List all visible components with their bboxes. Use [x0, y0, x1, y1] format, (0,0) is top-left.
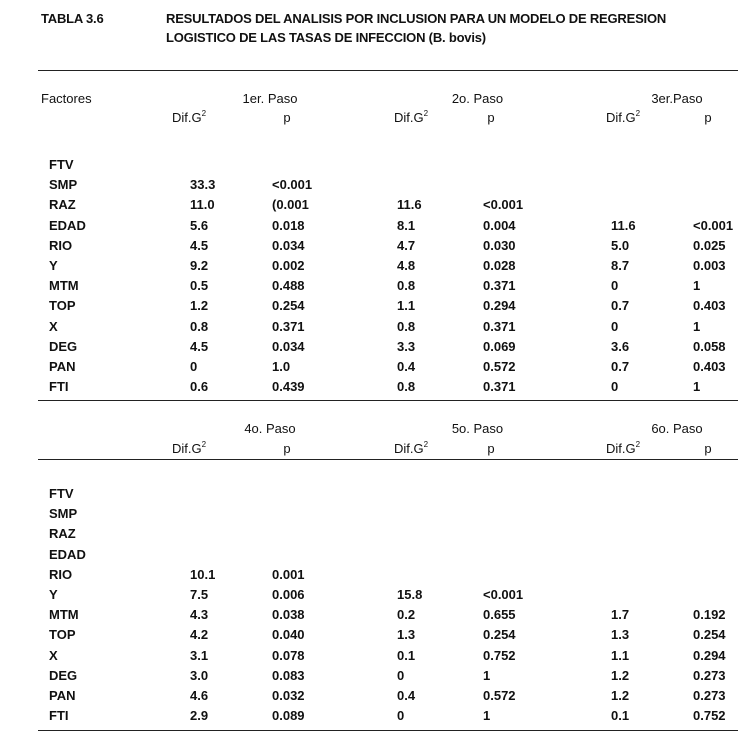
factor-label: FTI — [49, 708, 69, 724]
factor-label: MTM — [49, 607, 79, 623]
dif-g-superscript: 2 — [423, 109, 429, 118]
dif-g2-value: 3.1 — [190, 647, 209, 663]
dif-g-superscript: 2 — [423, 440, 429, 449]
dif-g2-value: 15.8 — [397, 587, 423, 602]
dif-g2-value: 0.8 — [397, 278, 416, 294]
p-value: 0.089 — [272, 708, 305, 724]
dif-g-superscript: 2 — [201, 440, 207, 449]
dif-g2-value: 4.5 — [190, 237, 209, 253]
dif-g2-value: 11.6 — [397, 197, 422, 213]
p-value: 0.040 — [272, 627, 305, 643]
p-value: 0.254 — [693, 627, 726, 643]
factor-label: DEG — [49, 667, 78, 683]
dif-g2-value: 8.7 — [611, 258, 630, 273]
factor-label: DEG — [49, 338, 78, 354]
step-header: 5o. Paso — [451, 421, 504, 436]
factor-label: PAN — [49, 359, 76, 374]
table-title-line1: RESULTADOS DEL ANALISIS POR INCLUSION PARA UN MODELO DE REGRESION — [166, 11, 667, 26]
factors-header: Factores — [41, 91, 92, 106]
factor-label: EDAD — [49, 546, 86, 562]
p-value: (0.001 — [272, 197, 309, 213]
factor-label: EDAD — [49, 217, 86, 233]
factor-label: SMP — [49, 506, 78, 522]
dif-g2-value: 0.2 — [397, 607, 416, 623]
dif-g2-value: 0.7 — [611, 298, 630, 314]
dif-g2-value: 10.1 — [190, 566, 216, 582]
factor-label: RIO — [49, 237, 73, 253]
p-value: 0.030 — [483, 237, 516, 253]
dif-g2-value: 0.4 — [397, 359, 416, 374]
factor-label: MTM — [49, 278, 79, 294]
p-value: 0.006 — [272, 587, 305, 602]
step-header: 6o. Paso — [651, 421, 703, 436]
dif-g2-value: 4.3 — [190, 607, 209, 623]
p-value: 1.0 — [272, 359, 291, 374]
factor-label: FTV — [49, 157, 74, 172]
dif-g2-value: 0 — [611, 379, 619, 395]
dif-g2-value: 0.1 — [611, 708, 630, 724]
dif-g2-value: 5.6 — [190, 217, 209, 233]
p-value: 0.371 — [483, 379, 516, 395]
factor-label: X — [49, 647, 58, 663]
top-rule — [38, 70, 738, 71]
p-value: 0.083 — [272, 667, 305, 683]
dif-g2-value: 3.6 — [611, 338, 630, 354]
p-value: 0.752 — [693, 708, 726, 724]
dif-g2-value: 0 — [397, 708, 405, 724]
p-value: <0.001 — [272, 177, 313, 193]
step-header: 3er.Paso — [651, 91, 703, 106]
p-value: 0.294 — [693, 647, 726, 663]
p-value: <0.001 — [483, 197, 524, 213]
p-value: 0.018 — [272, 217, 305, 233]
p-header: p — [283, 441, 291, 456]
dif-g2-header — [172, 441, 206, 456]
dif-g-label: Dif.G — [172, 110, 202, 125]
p-value: 1 — [693, 318, 701, 334]
p-value: 0.294 — [483, 298, 516, 314]
dif-g-label: Dif.G — [606, 110, 636, 125]
dif-g2-value: 0.8 — [397, 318, 416, 334]
p-value: <0.001 — [693, 217, 734, 233]
dif-g2-value: 5.0 — [611, 237, 630, 253]
p-value: 0.038 — [272, 607, 305, 623]
p-value: 0.488 — [272, 278, 305, 294]
factor-label: SMP — [49, 177, 78, 193]
p-header: p — [487, 441, 495, 456]
factor-label: FTI — [49, 379, 69, 395]
dif-g-label: Dif.G — [172, 441, 202, 456]
factor-label: PAN — [49, 688, 76, 703]
p-value: 0.273 — [693, 688, 726, 703]
p-value: 0.403 — [693, 298, 726, 314]
dif-g2-value: 9.2 — [190, 258, 209, 273]
dif-g2-value: 4.8 — [397, 258, 416, 273]
dif-g2-value: 11.0 — [190, 197, 215, 213]
factor-label: Y — [49, 258, 58, 273]
p-value: <0.001 — [483, 587, 524, 602]
dif-g2-value: 0 — [611, 318, 619, 334]
p-value: 0.003 — [693, 258, 726, 273]
dif-g2-header — [172, 110, 206, 125]
factor-label: Y — [49, 587, 58, 602]
factor-label: X — [49, 318, 58, 334]
step-header: 1er. Paso — [242, 91, 298, 106]
p-value: 0.371 — [483, 318, 516, 334]
p-value: 0.034 — [272, 237, 305, 253]
dif-g2-value: 1.3 — [611, 627, 630, 643]
dif-g2-value: 3.3 — [397, 338, 416, 354]
dif-g2-header — [394, 441, 428, 456]
dif-g2-value: 0.7 — [611, 359, 630, 374]
dif-g2-value: 1.2 — [611, 667, 630, 683]
p-value: 0.069 — [483, 338, 516, 354]
p-header: p — [283, 110, 291, 125]
p-value: 0.078 — [272, 647, 305, 663]
dif-g2-value: 1.2 — [611, 688, 630, 703]
step-header: 2o. Paso — [451, 91, 504, 106]
p-value: 0.752 — [483, 647, 516, 663]
dif-g-label: Dif.G — [606, 441, 636, 456]
factor-label: RIO — [49, 566, 73, 582]
factor-label: FTV — [49, 486, 74, 501]
p-value: 0.025 — [693, 237, 726, 253]
dif-g2-value: 0.8 — [397, 379, 416, 395]
p-header: p — [487, 110, 495, 125]
p-value: 1 — [483, 667, 491, 683]
p-value: 0.403 — [693, 359, 726, 374]
p-value: 0.371 — [483, 278, 516, 294]
factor-label: TOP — [49, 298, 76, 314]
dif-g2-value: 0.4 — [397, 688, 416, 703]
p-value: 0.273 — [693, 667, 726, 683]
p-value: 0.034 — [272, 338, 305, 354]
p-value: 0.254 — [272, 298, 305, 314]
dif-g2-value: 33.3 — [190, 177, 216, 193]
factor-label: RAZ — [49, 197, 76, 213]
dif-g2-value: 8.1 — [397, 217, 416, 233]
dif-g2-value: 0.5 — [190, 278, 209, 294]
dif-g2-value: 1.3 — [397, 627, 416, 643]
dif-g2-value: 4.6 — [190, 688, 209, 703]
step-header: 4o. Paso — [244, 421, 296, 436]
p-value: 0.572 — [483, 359, 516, 374]
p-value: 1 — [483, 708, 491, 724]
dif-g2-value: 1.2 — [190, 298, 209, 314]
dif-g-superscript: 2 — [635, 109, 641, 118]
p-value: 1 — [693, 278, 701, 294]
dif-g2-value: 4.5 — [190, 338, 209, 354]
table-title-line2: LOGISTICO DE LAS TASAS DE INFECCION (B. bovis) — [166, 30, 486, 45]
dif-g2-value: 4.7 — [397, 237, 416, 253]
dif-g-superscript: 2 — [201, 109, 207, 118]
p-value: 0.004 — [483, 217, 516, 233]
table-label: TABLA 3.6 — [41, 11, 104, 26]
p-value: 0.058 — [693, 338, 726, 354]
dif-g2-value: 0.1 — [397, 647, 416, 663]
dif-g2-value: 7.5 — [190, 587, 209, 602]
dif-g2-value: 0 — [190, 359, 198, 374]
p-value: 0.002 — [272, 258, 305, 273]
dif-g2-value: 0.6 — [190, 379, 209, 395]
p-header: p — [704, 110, 712, 125]
p-value: 0.371 — [272, 318, 305, 334]
dif-g2-value: 1.1 — [397, 298, 416, 314]
p-value: 0.001 — [272, 566, 305, 582]
dif-g2-value: 3.0 — [190, 667, 209, 683]
p-header: p — [704, 441, 712, 456]
factor-label: TOP — [49, 627, 76, 643]
dif-g-label: Dif.G — [394, 110, 424, 125]
p-value: 1 — [693, 379, 701, 395]
dif-g2-header — [606, 441, 640, 456]
dif-g2-value: 11.6 — [611, 217, 636, 233]
dif-g2-value: 2.9 — [190, 708, 209, 724]
dif-g-superscript: 2 — [635, 440, 641, 449]
p-value: 0.192 — [693, 607, 726, 623]
p-value: 0.028 — [483, 258, 516, 273]
dif-g2-value: 1.7 — [611, 607, 630, 623]
dif-g2-value: 4.2 — [190, 627, 209, 643]
dif-g2-value: 0.8 — [190, 318, 209, 334]
dif-g2-value: 1.1 — [611, 647, 630, 663]
dif-g2-value: 0 — [397, 667, 405, 683]
dif-g2-header — [606, 110, 640, 125]
p-value: 0.572 — [483, 688, 516, 703]
dif-g-label: Dif.G — [394, 441, 424, 456]
factor-label: RAZ — [49, 526, 76, 542]
bottom-rule — [38, 730, 738, 731]
dif-g2-value: 0 — [611, 278, 619, 294]
panel2-header-rule — [38, 459, 738, 460]
p-value: 0.254 — [483, 627, 516, 643]
p-value: 0.655 — [483, 607, 516, 623]
p-value: 0.032 — [272, 688, 305, 703]
dif-g2-header — [394, 110, 428, 125]
p-value: 0.439 — [272, 379, 305, 395]
panel-separator-rule — [38, 400, 738, 401]
